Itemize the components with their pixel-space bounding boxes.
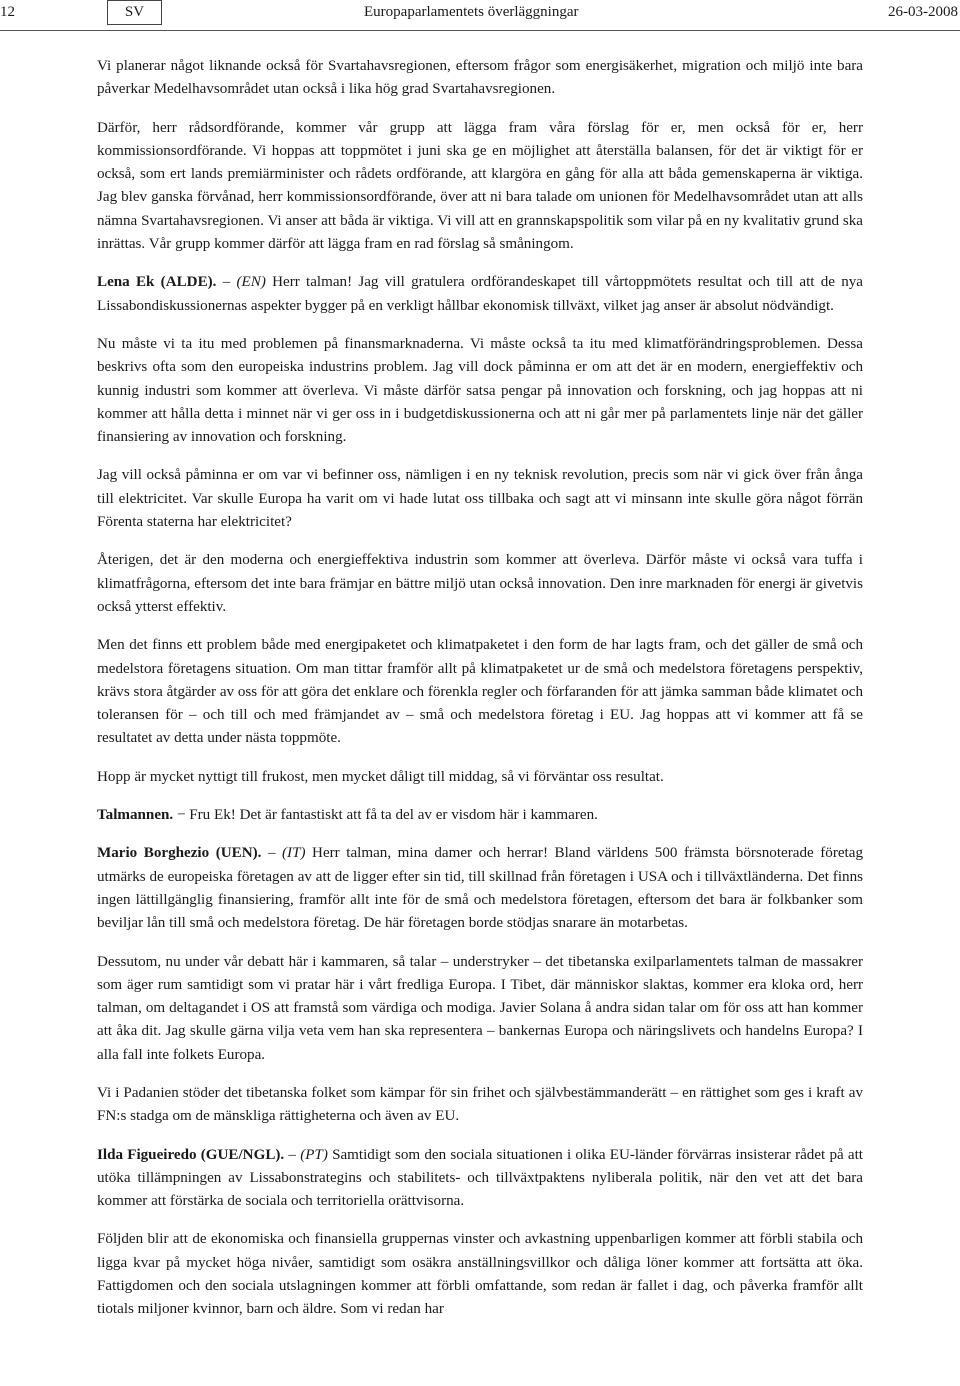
paragraph <box>97 766 863 789</box>
document-title: Europaparlamentets överläggningar <box>364 4 579 20</box>
paragraph-text: Återigen, det är den moderna och energieffektiva industrin som kommer att överleva. Därför måste vi också vara tuffa i klimatfrågorna, eftersom det inte bara främjar en bättre miljö utan också innovation. Den inre marknaden för energi är givetvis också ytterst effektiv. <box>97 552 863 615</box>
speaker-name: Talmannen. <box>97 807 174 824</box>
paragraph <box>97 1082 863 1129</box>
paragraph <box>97 117 863 257</box>
speaker-name: Ilda Figueiredo (GUE/NGL). <box>97 1146 285 1163</box>
paragraph-text: Samtidigt som den sociala situationen i olika EU-länder förvärras insisterar rådet på att utöka tillämpningen av Lissabonstrategins och stabilitets- och tillväxtpaktens nyliberala politik, när den vet att det bara kommer att förstärka de sociala och territoriella orättvisorna. <box>97 1146 863 1210</box>
page-number: 12 <box>0 4 15 20</box>
language-code: SV <box>107 0 162 25</box>
speaker-paragraph <box>97 1144 863 1214</box>
speaker-separator: – <box>261 845 283 862</box>
paragraph-text: Nu måste vi ta itu med problemen på finansmarknaderna. Vi måste också ta itu med klimatförändringsproblemen. Dessa beskrivs ofta som den europeiska industrins problem. Jag vill dock påminna er om att det är en modern, energieffektiv och kunnig industri som kommer att överleva. Vi måste därför satsa pengar på innovation och forskning, och jag hoppas att ni kommer att hålla detta i minnet när vi ger oss in i budgetdiskussionerna och att ni går mer på parlamentets linje när det gäller finansiering av innovation och forskning. <box>97 335 863 446</box>
language-marker: (PT) <box>300 1146 328 1163</box>
paragraph-text: Jag vill också påminna er om var vi befinner oss, nämligen i en ny teknisk revolution, precis som när vi gick över från ånga till elektricitet. Var skulle Europa ha varit om vi hade lutat oss tillbaka och sagt att vi minsann inte skulle göra något förrän Förenta staterna har elektricitet? <box>97 467 863 531</box>
paragraph-text: Hopp är mycket nyttigt till frukost, men mycket dåligt till middag, så vi förväntar oss resultat. <box>97 768 664 785</box>
paragraph <box>97 464 863 534</box>
paragraph <box>97 55 863 102</box>
paragraph-text: Herr talman, mina damer och herrar! Bland världens 500 främsta börsnoterade företag utmärks de europeiska företagen av att de ligger efter sin tid, till skillnad från företagen i USA och i tillväxtländerna. Det finns ingen lättillgänglig finansiering, framför allt inte för de små och medelstora företagen, eftersom det bara är folkbanker som beviljar lån till små och medelstora företag. De här företagen borde stödjas snarare än motarbetas. <box>97 845 863 932</box>
paragraph-text: Fru Ek! Det är fantastiskt att få ta del av er visdom här i kammaren. <box>189 807 598 824</box>
document-body <box>97 55 863 1337</box>
speaker-name: Lena Ek (ALDE). <box>97 274 217 291</box>
language-marker: (EN) <box>236 274 266 291</box>
paragraph-text: Följden blir att de ekonomiska och finansiella gruppernas vinster och avkastning uppenbarligen kommer att förbli stabila och ligga kvar på mycket höga nivåer, samtidigt som osäkra anställningsvillkor och dåliga löner kommer att fortsätta att öka. Fattigdomen och den sociala utslagningen kommer att förbli omfattande, som redan är fallet i dag, och påverka framför allt tiotals miljoner kvinnor, barn och äldre. Som vi redan har <box>97 1231 863 1318</box>
paragraph <box>97 333 863 449</box>
paragraph-text: Men det finns ett problem både med energipaketet och klimatpaketet i den form de har lagts fram, och det gäller de små och medelstora företagens situation. Om man tittar framför allt på klimatpaketet ur de små och medelstora företagens perspektiv, krävs stora åtgärder av oss för att göra det enklare och förenkla regler och förfaranden för att jämka samman både klimatet och toleransen för – och till och med främjandet av – små och medelstora företag i EU. Jag hoppas att vi kommer att få se resultatet av detta under nästa toppmöte. <box>97 637 863 747</box>
paragraph <box>97 1228 863 1321</box>
speaker-paragraph <box>97 804 863 827</box>
paragraph <box>97 549 863 619</box>
paragraph <box>97 951 863 1067</box>
speaker-separator: – <box>216 274 237 291</box>
paragraph-text: Vi i Padanien stöder det tibetanska folket som kämpar för sin frihet och självbestämmanderätt – en rättighet som ges i kraft av FN:s stadga om de mänskliga rättigheterna och även av EU. <box>97 1084 863 1125</box>
document-date: 26-03-2008 <box>888 4 958 20</box>
paragraph <box>97 634 863 750</box>
page-header <box>0 0 960 31</box>
speaker-paragraph <box>97 271 863 318</box>
paragraph-text: Därför, herr rådsordförande, kommer vår grupp att lägga fram våra förslag för er, men också för er, herr kommissionsordförande. Vi hoppas att toppmötet i juni ska ge en möjlighet att återställa balansen, för det är viktigt för er också, som ert lands premiärminister och rådets ordförande, att klargöra en gång för alla att båda gemenskaperna är viktiga. Jag blev ganska förvånad, herr kommissionsordförande, över att ni bara talade om unionen för Medelhavsområdet utan att alls nämna Svartahavsregionen. Vi anser att båda är viktiga. Vi vill att en grannskapspolitik som vilar på en ny kvalitativ grund ska inrättas. Vår grupp kommer därför att lägga fram en rad förslag så småningom. <box>97 119 863 253</box>
paragraph-text: Dessutom, nu under vår debatt här i kammaren, så talar – understryker – det tibetanska exilparlamentets talman de massakrer som äger rum samtidigt som vi pratar här i vårt fredliga Europa. I Tibet, där människor slaktas, kommer era kloka ord, herr talman, om deltagandet i OS att framstå som värdiga och modiga. Javier Solana å andra sidan talar om för oss att han kommer att åka dit. Jag skulle gärna vilja veta vem han ska representera – bankernas Europa och näringslivets och handelns Europa? I alla fall inte folkets Europa. <box>97 953 863 1063</box>
paragraph-text: Herr talman! Jag vill gratulera ordförandeskapet till vårtoppmötets resultat och till att de nya Lissabondiskussionernas aspekter bygger på en verkligt hållbar ekonomisk tillväxt, vilket jag anser är absolut nödvändigt. <box>97 274 864 314</box>
speaker-separator: − <box>173 807 190 824</box>
speaker-separator: – <box>284 1146 301 1163</box>
language-marker: (IT) <box>282 845 306 862</box>
speaker-name: Mario Borghezio (UEN). <box>97 845 262 862</box>
speaker-paragraph <box>97 842 863 935</box>
paragraph-text: Vi planerar något liknande också för Svartahavsregionen, eftersom frågor som energisäkerhet, migration och miljö inte bara påverkar Medelhavsområdet utan också i lika hög grad Svartahavsregionen. <box>97 58 863 98</box>
